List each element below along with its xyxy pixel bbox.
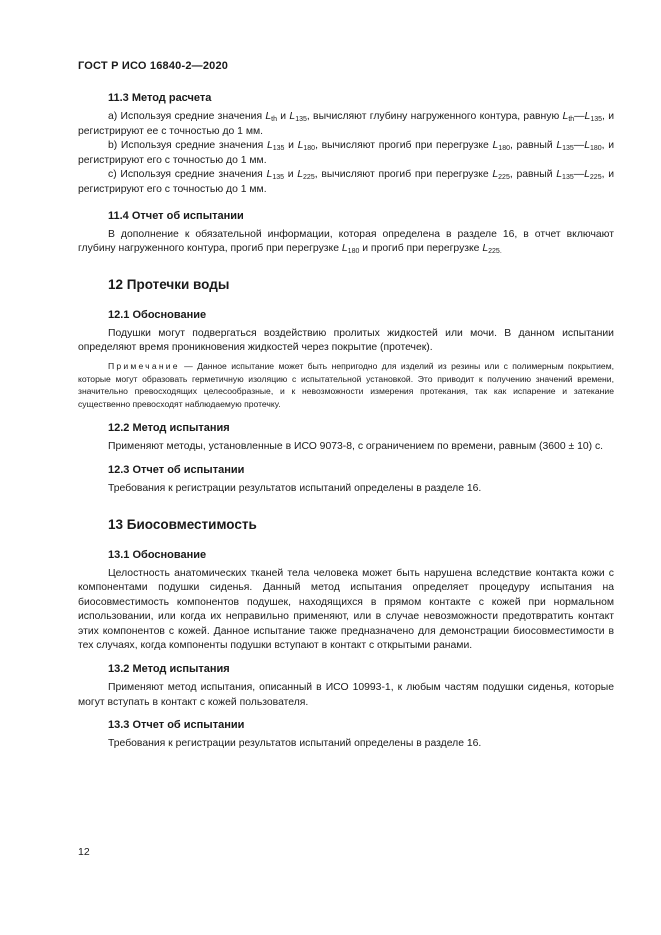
- paragraph-12-1: Подушки могут подвергаться воздействию пролитых жидкостей или мочи. В данном испытании определяют время проникновения жидкостей через покрытие (протечек).: [78, 327, 614, 354]
- heading-12-1: 12.1 Обоснование: [108, 308, 207, 321]
- paragraph-13-2: Применяют метод испытания, описанный в ИСО 10993-1, к любым частям подушки сиденья, которые могут вступать в контакт с кожей пользователя.: [78, 682, 614, 708]
- page-content: [78, 92, 614, 752]
- heading-13-2: 13.2 Метод испытания: [108, 663, 230, 676]
- page-number: 12: [78, 846, 90, 858]
- heading-12: 12 Протечки воды: [108, 276, 230, 292]
- paragraph-12-2: Применяют методы, установленные в ИСО 9073-8, с ограничением по времени, равным (3600 ± 10) с.: [108, 441, 604, 453]
- heading-11-3: 11.3 Метод расчета: [108, 92, 212, 104]
- document-header: ГОСТ Р ИСО 16840-2—2020: [78, 60, 229, 72]
- paragraph-13-3: Требования к регистрации результатов испытаний определены в разделе 16.: [108, 738, 482, 750]
- heading-13-1: 13.1 Обоснование: [108, 548, 207, 561]
- heading-12-2: 12.2 Метод испытания: [108, 422, 230, 435]
- item-b: b) Используя средние значения $L_{135}$ и $L_{180}$, вычисляют прогиб при перегрузке $L_{180}$, равный $L_{135}—L_{180}$, и регистрируют его с точностью до 1 мм.: [78, 140, 615, 166]
- paragraph-13-1: Целостность анатомических тканей тела человека может быть нарушена вследствие контакта кожи с компонентами подушки сиденья. Данный метод испытания определяет процедуру испытания на биосовместимость компонентов подушек, находящихся в прямом контакте с кожей при нормальном использовании, или когда их неправильно применяют, или в случае невозможности предотвратить контакт этих компонентов с кожей. Данное испытание также предназначено для демонстрации биосовместимости в тех случаях, когда компоненты подушки вступают в контакт с открытыми ранами.: [78, 567, 614, 652]
- paragraph-11-4: В дополнение к обязательной информации, которая определена в разделе 16, в отчет включают глубину нагруженного контура, прогиб при перегрузке $L_{180}$ и прогиб при перегрузке $L_{225.}$: [78, 228, 614, 256]
- heading-13: 13 Биосовместимость: [108, 516, 257, 532]
- heading-12-3: 12.3 Отчет об испытании: [108, 463, 245, 476]
- heading-11-4: 11.4 Отчет об испытании: [108, 209, 244, 222]
- item-a: а) Используя средние значения $L_{th}$ и $L_{135}$, вычисляют глубину нагруженного контура, равную $L_{th}—L_{135}$, и регистрируют ее с точностью до 1 мм.: [78, 111, 614, 137]
- heading-13-3: 13.3 Отчет об испытании: [108, 719, 245, 732]
- paragraph-12-3: Требования к регистрации результатов испытаний определены в разделе 16.: [108, 482, 482, 494]
- item-c: с) Используя средние значения $L_{135}$ и $L_{225}$, вычисляют прогиб при перегрузке $L_{225}$, равный $L_{135}—L_{225}$, и регистрируют его с точностью до 1 мм.: [78, 169, 615, 195]
- note-label: Примечание: [108, 360, 180, 371]
- note-12-1: Примечание — Данное испытание может быть непригодно для изделий из резины или с полимерным покрытием, которые могут образовать герметичную изоляцию с испытательной установкой. Это приводит к получению значений времени, значительно превосходящих целесообразные, и к невозможности измерения протекания, так как испарение и затекание существенно превосходят наблюдаемую протечку.: [78, 360, 614, 409]
